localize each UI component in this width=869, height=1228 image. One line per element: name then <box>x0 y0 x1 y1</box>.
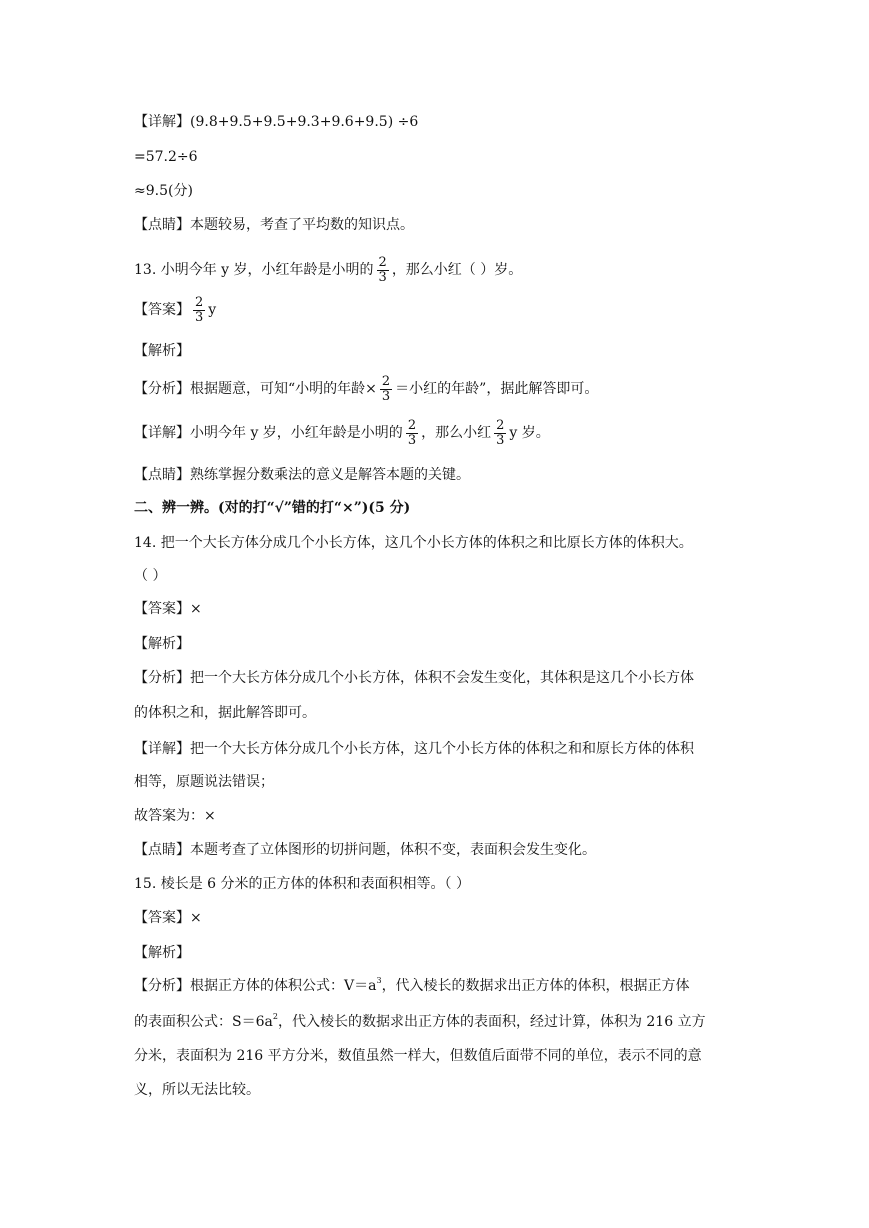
fraction-numerator: 2 <box>381 373 391 389</box>
fraction-denominator: 3 <box>407 432 417 448</box>
q13-xiangjie <box>134 416 550 450</box>
text-line: 【详解】(9.8+9.5+9.5+9.3+9.6+9.5) ÷6 <box>134 114 419 130</box>
q15-line: 【解析】 <box>134 945 190 961</box>
fraction-denominator: 3 <box>381 388 391 404</box>
exponent: 3 <box>376 976 382 985</box>
fenxi-suffix: ，代入棱长的数据求出正方体的体积，根据正方体 <box>381 978 690 994</box>
question-13 <box>134 253 522 287</box>
fraction <box>380 375 392 404</box>
fraction-numerator: 2 <box>496 417 505 433</box>
q15-fenxi-line <box>134 1012 706 1032</box>
q14-line: 故答案为：× <box>134 808 216 824</box>
q14-line: 【详解】把一个大长方体分成几个小长方体，这几个小长方体的体积之和和原长方体的体积 <box>134 741 694 757</box>
fraction <box>406 419 418 448</box>
fraction <box>193 296 205 325</box>
exponent: 2 <box>272 1012 278 1021</box>
q14-line: 的体积之和，据此解答即可。 <box>134 705 316 721</box>
q13-jiexi: 【解析】 <box>134 343 190 359</box>
section-heading: 二、辨一辨。(对的打“√”错的打“×”)(5 分) <box>134 500 411 516</box>
q15-line: 15. 棱长是 6 分米的正方体的体积和表面积相等。（ ） <box>134 876 470 892</box>
answer-label: 【答案】 <box>134 302 190 318</box>
q13-prefix: 13. 小明今年 y 岁，小红年龄是小明的 <box>134 262 374 278</box>
q15-fenxi-line: 义，所以无法比较。 <box>134 1082 260 1098</box>
text-line: ≈9.5(分) <box>134 183 193 199</box>
fraction-numerator: 2 <box>378 254 387 270</box>
fraction-numerator: 2 <box>195 294 204 310</box>
fraction-denominator: 3 <box>378 269 387 285</box>
q14-line: 相等，原题说法错误； <box>134 774 274 790</box>
fraction-numerator: 2 <box>407 417 417 433</box>
q14-line: 【分析】把一个大长方体分成几个小长方体，体积不会发生变化，其体积是这几个小长方体 <box>134 670 694 686</box>
q15-fenxi-line: 分米，表面积为 216 平方分米，数值虽然一样大，但数值后面带不同的单位，表示不同的意 <box>134 1048 702 1064</box>
fraction-denominator: 3 <box>496 432 505 448</box>
xiangjie-suffix: y 岁。 <box>509 425 550 441</box>
q15-fenxi-line <box>134 976 690 996</box>
q13-suffix: ，那么小红（ ）岁。 <box>391 262 523 278</box>
fenxi-prefix: 的表面积公式：S＝6a <box>134 1014 273 1030</box>
q14-line: 【点睛】本题考查了立体图形的切拼问题，体积不变，表面积会发生变化。 <box>134 842 596 858</box>
fraction <box>494 419 506 448</box>
fraction-denominator: 3 <box>195 309 204 325</box>
text-line: =57.2÷6 <box>134 149 198 165</box>
fenxi-suffix: ，代入棱长的数据求出正方体的表面积，经过计算，体积为 216 立方 <box>277 1014 706 1030</box>
q13-answer <box>134 293 216 327</box>
q13-dianjing: 【点睛】熟练掌握分数乘法的意义是解答本题的关键。 <box>134 467 470 483</box>
fraction <box>377 256 389 285</box>
answer-variable: y <box>208 302 217 318</box>
xiangjie-prefix: 【详解】小明今年 y 岁，小红年龄是小明的 <box>134 425 403 441</box>
q15-line: 【答案】× <box>134 910 202 926</box>
q14-line: 14. 把一个大长方体分成几个小长方体，这几个小长方体的体积之和比原长方体的体积大。 <box>134 535 693 551</box>
q13-fenxi <box>134 372 598 406</box>
text-line: 【点睛】本题较易，考查了平均数的知识点。 <box>134 217 414 233</box>
q14-line: 【解析】 <box>134 636 190 652</box>
fenxi-prefix: 【分析】根据正方体的体积公式：V＝a <box>134 978 377 994</box>
fenxi-prefix: 【分析】根据题意，可知“小明的年龄× <box>134 381 377 397</box>
q14-line: （ ） <box>134 568 167 584</box>
xiangjie-mid: ，那么小红 <box>421 425 492 441</box>
q14-line: 【答案】× <box>134 601 202 617</box>
fenxi-suffix: ＝小红的年龄”，据此解答即可。 <box>395 381 599 397</box>
